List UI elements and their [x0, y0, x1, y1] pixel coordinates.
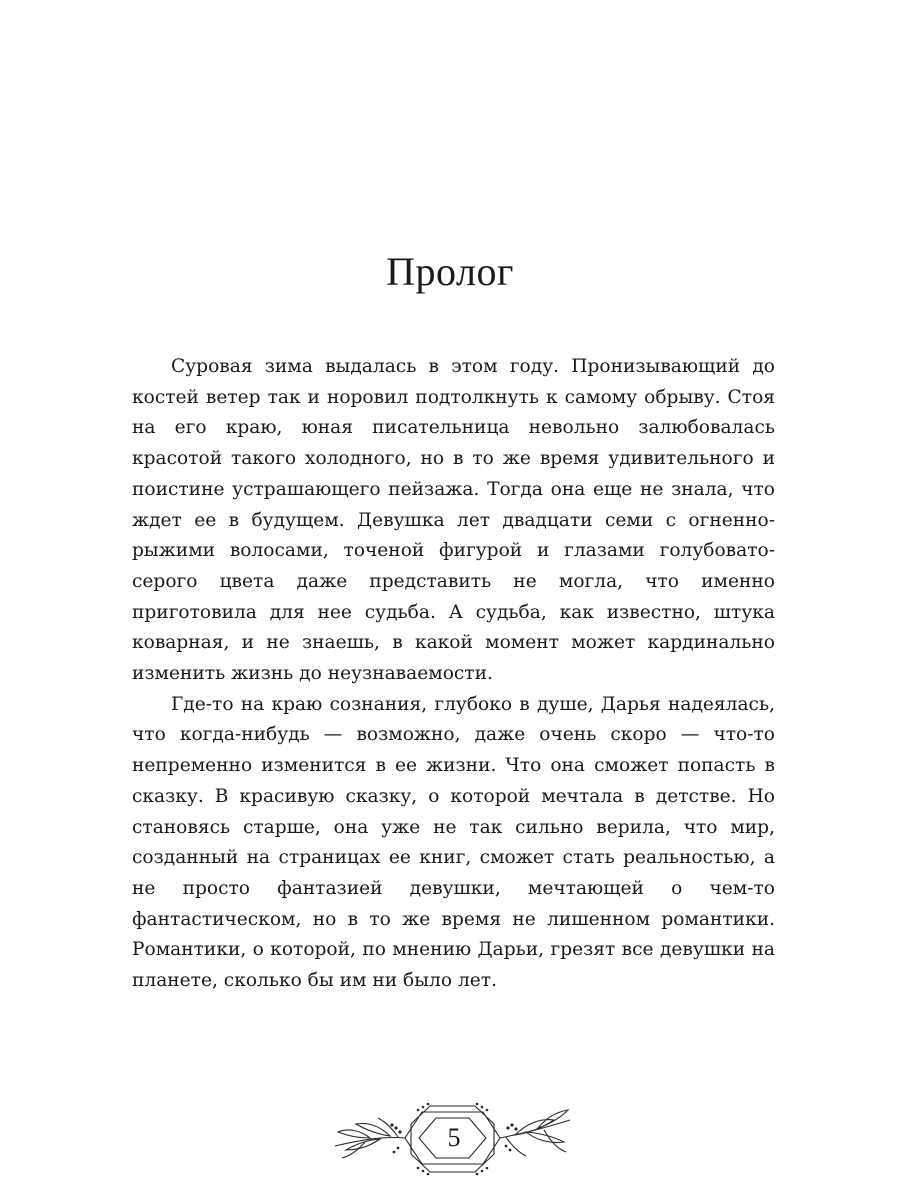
body-text	[132, 352, 775, 997]
paragraph-2: Где-то на краю сознания, глубоко в душе, Дарья надеялась, что когда-нибудь — возможно, даже очень скоро — что-то непременно изменится в ее жизни. Что она сможет попасть в сказку. В красивую сказку, о которой мечтала в детстве. Но становясь старше, она уже не так сильно верила, что мир, созданный на страницах ее книг, сможет стать реальностью, а не просто фантазией девушки, мечтающей о чем-то фантастическом, но в то же время не лишенном романтики. Романтики, о которой, по мнению Дарьи, грезят все девушки на планете, сколько бы им ни было лет.	[132, 693, 775, 992]
paragraph-1: Суровая зима выдалась в этом году. Пронизывающий до костей ветер так и норовил подтолкнуть к самому обрыву. Стоя на его краю, юная писательница невольно залюбовалась красотой такого холодного, но в то же время удивительного и поистине устрашающего пейзажа. Тогда она еще не знала, что ждет ее в будущем. Девушка лет двадцати семи с огненно-рыжими волосами, точеной фигурой и глазами голубовато-серого цвета даже представить не могла, что именно приготовила для нее судьба. А судьба, как известно, штука коварная, и не знаешь, в какой момент может кардинально изменить жизнь до неузнаваемости.	[132, 356, 775, 685]
chapter-title: Пролог	[386, 249, 514, 294]
page-number: 5	[447, 1123, 461, 1152]
